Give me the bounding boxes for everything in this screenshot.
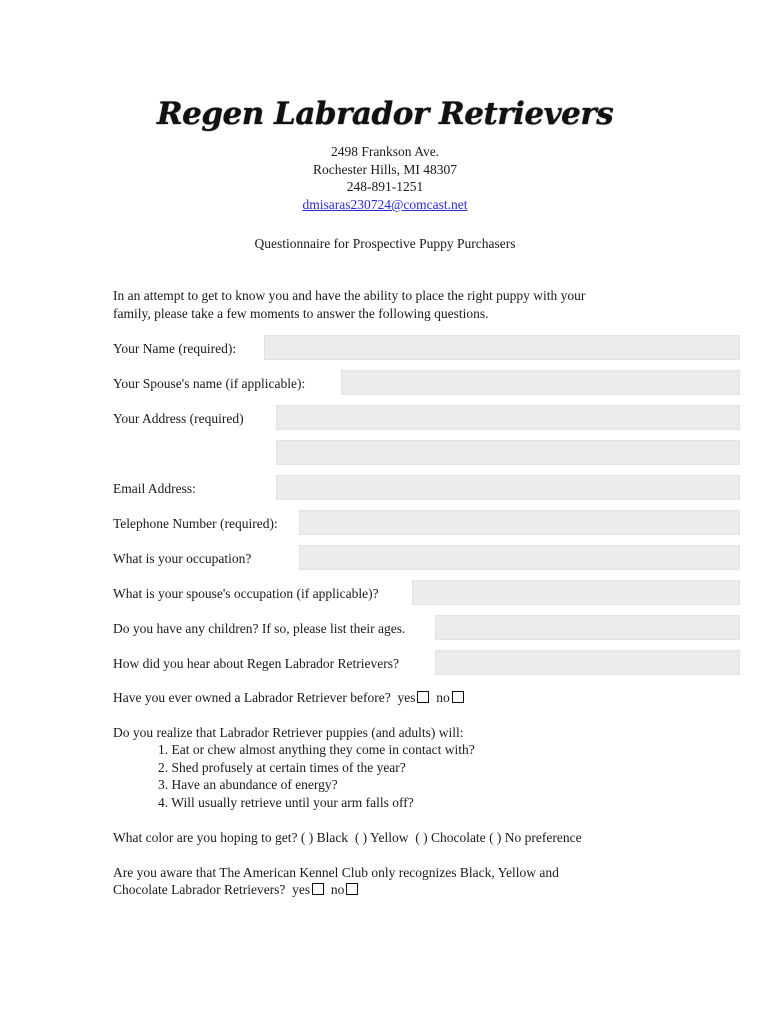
children-input[interactable] [435, 615, 740, 640]
email-input[interactable] [276, 475, 740, 500]
logo-wordmark: Regen Labrador Retrievers [156, 96, 614, 132]
akc-row [113, 882, 358, 898]
name-label: Your Name (required): [113, 341, 237, 356]
name-input[interactable] [264, 335, 740, 360]
color-option-black[interactable]: ( ) Black [300, 830, 349, 845]
spouse-name-label: Your Spouse's name (if applicable): [113, 376, 306, 391]
owned-before-row [113, 690, 464, 706]
address-line-2: Rochester Hills, MI 48307 [313, 162, 457, 177]
realize-question: Do you realize that Labrador Retriever puppies (and adults) will: [113, 725, 464, 740]
address-label: Your Address (required) [113, 411, 244, 426]
email-link[interactable]: dmisaras230724@comcast.net [302, 197, 468, 212]
owned-before-question: Have you ever owned a Labrador Retriever before? [113, 690, 391, 705]
email-link-wrapper [0, 197, 770, 213]
address-line-1: 2498 Frankson Ave. [330, 144, 440, 159]
owned-no-checkbox[interactable] [452, 691, 464, 703]
color-option-yellow[interactable]: ( ) Yellow [354, 830, 409, 845]
akc-no-label: no [330, 882, 345, 897]
page-title: Questionnaire for Prospective Puppy Purchasers [254, 236, 516, 251]
intro-line-2: family, please take a few moments to answer the following questions. [113, 306, 489, 321]
color-option-chocolate[interactable]: ( ) Chocolate [415, 830, 486, 845]
address-input-line-2[interactable] [276, 440, 740, 465]
akc-yes-label: yes [292, 882, 311, 897]
occupation-label: What is your occupation? [113, 551, 252, 566]
phone-input[interactable] [299, 510, 740, 535]
owned-no-label: no [436, 690, 450, 705]
heard-about-input[interactable] [435, 650, 740, 675]
realize-item-4: 4. Will usually retrieve until your arm falls off? [158, 795, 414, 810]
color-option-no-preference[interactable]: ( ) No preference [489, 830, 582, 845]
color-question: What color are you hoping to get? [113, 830, 298, 845]
spouse-name-input[interactable] [341, 370, 740, 395]
phone-number: 248-891-1251 [346, 179, 424, 194]
address-input-line-1[interactable] [276, 405, 740, 430]
realize-item-3: 3. Have an abundance of energy? [158, 777, 338, 792]
children-label: Do you have any children? If so, please list their ages. [113, 621, 406, 636]
occupation-input[interactable] [299, 545, 740, 570]
realize-item-1: 1. Eat or chew almost anything they come in contact with? [158, 742, 475, 757]
akc-question-line-1: Are you aware that The American Kennel Club only recognizes Black, Yellow and [113, 865, 559, 880]
akc-yes-checkbox[interactable] [312, 883, 324, 895]
heard-about-label: How did you hear about Regen Labrador Retrievers? [113, 656, 400, 671]
phone-label: Telephone Number (required): [113, 516, 278, 531]
realize-item-2: 2. Shed profusely at certain times of the year? [158, 760, 406, 775]
intro-line-1: In an attempt to get to know you and have the ability to place the right puppy with your [113, 288, 586, 303]
owned-yes-label: yes [397, 690, 416, 705]
email-label: Email Address: [113, 481, 196, 496]
akc-no-checkbox[interactable] [346, 883, 358, 895]
color-row [113, 830, 582, 846]
spouse-occupation-label: What is your spouse's occupation (if applicable)? [113, 586, 379, 601]
spouse-occupation-input[interactable] [412, 580, 740, 605]
owned-yes-checkbox[interactable] [417, 691, 429, 703]
akc-question-line-2: Chocolate Labrador Retrievers? [113, 882, 286, 897]
